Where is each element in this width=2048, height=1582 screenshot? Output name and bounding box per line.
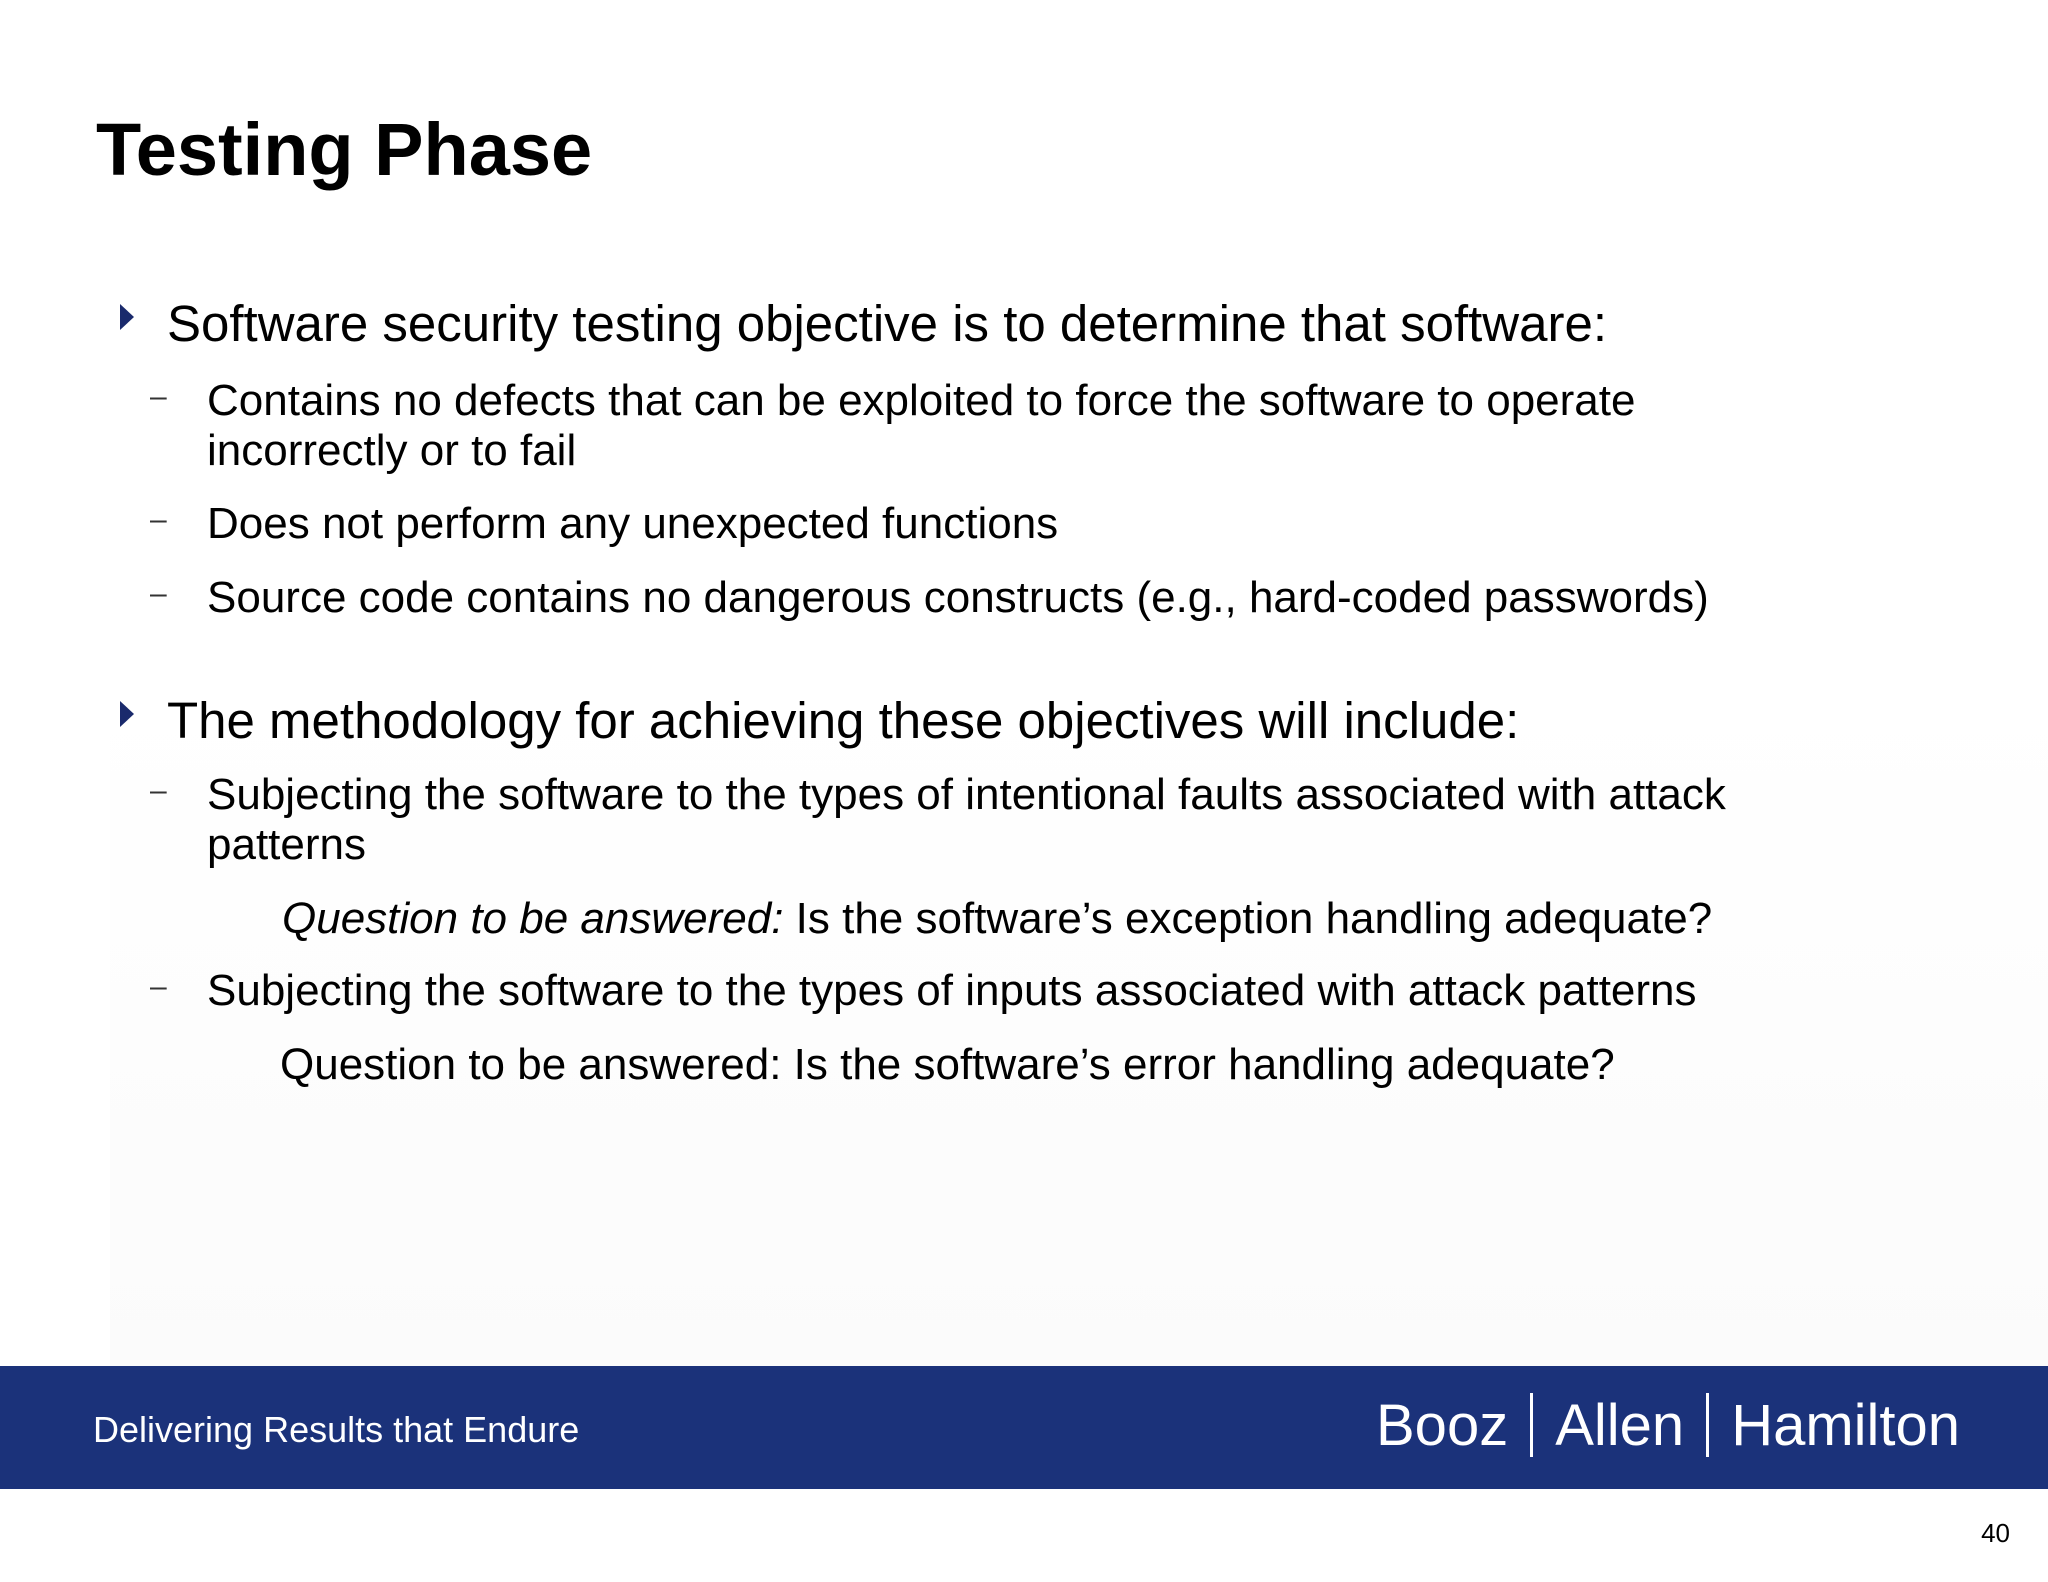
sub-bullet-text: Subjecting the software to the types of intentional faults associated with attack patterns	[207, 770, 1726, 869]
logo-separator	[1706, 1393, 1709, 1457]
triangle-bullet-icon	[120, 304, 134, 330]
bullet-text: The methodology for achieving these objectives will include:	[167, 692, 1520, 749]
booz-allen-hamilton-logo	[1376, 1390, 1960, 1460]
triangle-bullet-icon	[120, 701, 134, 727]
dash-bullet-icon: –	[150, 577, 167, 610]
question-line	[280, 1040, 1615, 1090]
question-text: Question to be answered: Is the software’s error handling adequate?	[280, 1040, 1615, 1089]
dash-bullet-icon: –	[150, 503, 167, 536]
page-number: 40	[1981, 1518, 2010, 1548]
logo-word: Hamilton	[1731, 1392, 1961, 1458]
logo-separator	[1530, 1393, 1533, 1457]
dash-bullet-icon: –	[150, 774, 167, 807]
bullet-text: Software security testing objective is to determine that software:	[167, 295, 1608, 352]
sub-bullet-text: Subjecting the software to the types of inputs associated with attack patterns	[207, 966, 1697, 1015]
question-line	[282, 894, 1712, 944]
slide-title: Testing Phase	[96, 108, 593, 191]
sub-bullet-text: Contains no defects that can be exploited to force the software to operate incorrectly or to fail	[207, 376, 1636, 475]
logo-word: Booz	[1376, 1392, 1509, 1458]
footer-tagline: Delivering Results that Endure	[93, 1409, 580, 1450]
sub-bullet-text: Does not perform any unexpected functions	[207, 499, 1059, 548]
dash-bullet-icon: –	[150, 380, 167, 413]
dash-bullet-icon: –	[150, 970, 167, 1003]
sub-bullet-text: Source code contains no dangerous constructs (e.g., hard-coded passwords)	[207, 573, 1709, 622]
question-label: Question to be answered:	[282, 894, 784, 943]
logo-word: Allen	[1555, 1392, 1685, 1458]
question-text: Is the software’s exception handling adequate?	[783, 894, 1713, 943]
